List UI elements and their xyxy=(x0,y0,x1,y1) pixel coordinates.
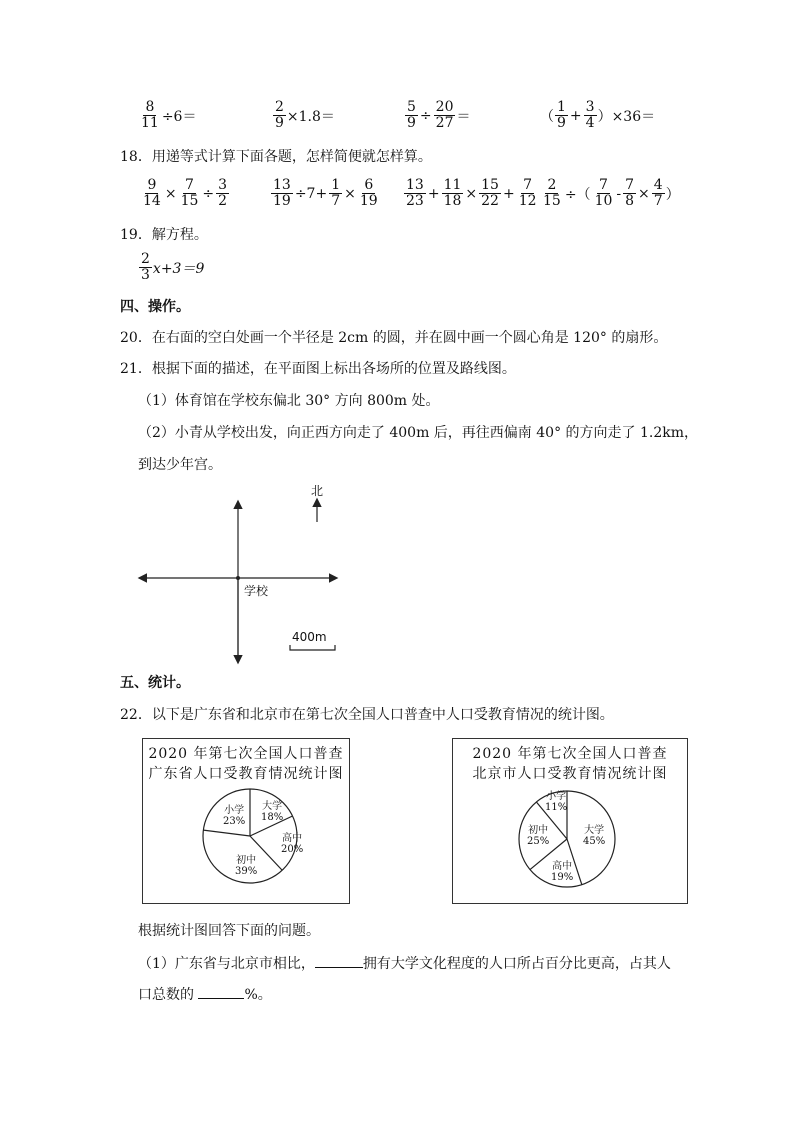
scale-bar xyxy=(290,645,335,650)
q22-prompt: 根据统计图回答下面的问题。 xyxy=(138,923,320,939)
q18-title: 18．用递等式计算下面各题，怎样简便就怎样算。 xyxy=(120,149,432,165)
gd-label-daxue: 大学 18% xyxy=(261,801,284,823)
fraction: $\frac{20}{27}$ xyxy=(435,99,454,131)
q21-part-2: （2）小青从学校出发，向正西方向走了 400m 后，再往西偏南 40° 的方向走了 1.2km， xyxy=(138,425,698,441)
q21-part-2-cont: 到达少年宫。 xyxy=(138,457,222,473)
north-label: 北 xyxy=(311,484,324,498)
bj-label-chuzhong: 初中 25% xyxy=(527,825,550,847)
beijing-chart xyxy=(452,738,688,904)
q19-title: 19．解方程。 xyxy=(120,227,208,243)
q18-expr-1: $\frac{9}{14}$ × $\frac{7}{15}$ ÷ $\frac{3}{2}$ xyxy=(143,177,228,209)
beijing-chart-title-2: 北京市人口受教育情况统计图 xyxy=(472,766,668,782)
q20-text: 20．在右面的空白处画一个半径是 2cm 的圆，并在圆中画一个圆心角是 120° 的扇形。 xyxy=(120,330,668,346)
fraction: $\frac{3}{4}$ xyxy=(585,99,595,131)
q22-sub1-line1: （1）广东省与北京市相比， 拥有大学文化程度的人口所占百分比更高，占其人 xyxy=(138,956,671,972)
q17-expr-4: （ $\frac{1}{9}$ + $\frac{3}{4}$ ）×36＝ xyxy=(540,99,656,131)
gd-label-xiaoxue: 小学 23% xyxy=(223,805,246,827)
answer-blank-2[interactable] xyxy=(198,998,244,999)
fraction: $\frac{8}{11}$ xyxy=(141,99,159,131)
q18-expr-4: $\frac{2}{15}$ ÷（ $\frac{7}{10}$ - $\frac{7}{8}$ × $\frac{4}{7}$ ） xyxy=(543,177,680,209)
gd-label-chuzhong: 初中 39% xyxy=(235,855,258,877)
q18-expr-2: $\frac{13}{19}$ ÷7+ $\frac{1}{7}$ × $\frac{6}{19}$ xyxy=(273,177,378,209)
bj-label-xiaoxue: 小学 11% xyxy=(545,791,568,813)
bj-label-gaozhong: 高中 19% xyxy=(551,861,574,883)
q17-expr-3: $\frac{5}{9}$ ÷ $\frac{20}{27}$ ＝ xyxy=(407,99,471,131)
q19-equation: $\frac{2}{3}$ x+3＝9 xyxy=(141,251,205,283)
section-5-heading: 五、统计。 xyxy=(120,675,190,691)
section-4-heading: 四、操作。 xyxy=(120,299,190,315)
q21-title: 21．根据下面的描述，在平面图上标出各场所的位置及路线图。 xyxy=(120,361,516,377)
fraction: $\frac{2}{9}$ xyxy=(275,99,284,131)
scale-label: 400m xyxy=(292,630,327,644)
q21-part-1: （1）体育馆在学校东偏北 30° 方向 800m 处。 xyxy=(138,393,440,409)
q22-sub1-line2: 口总数的 %。 xyxy=(138,987,272,1003)
school-label: 学校 xyxy=(244,584,269,598)
q17-expr-1: $\frac{8}{11}$ ÷6＝ xyxy=(141,99,197,131)
school-point xyxy=(236,576,240,580)
fraction: $\frac{1}{9}$ xyxy=(557,99,566,131)
guangdong-chart-title-2: 广东省人口受教育情况统计图 xyxy=(148,766,344,782)
answer-blank-1[interactable] xyxy=(315,967,363,968)
beijing-chart-title-1: 2020 年第七次全国人口普查 xyxy=(472,746,668,762)
guangdong-chart-title-1: 2020 年第七次全国人口普查 xyxy=(148,746,344,762)
q18-expr-3: $\frac{13}{23}$ + $\frac{11}{18}$ × $\frac{15}{22}$ + $\frac{7}{12}$ xyxy=(406,177,537,209)
fraction: $\frac{5}{9}$ xyxy=(407,99,416,131)
gd-label-gaozhong: 高中 20% xyxy=(281,833,304,855)
bj-label-daxue: 大学 45% xyxy=(583,825,606,847)
q17-expr-2: $\frac{2}{9}$ ×1.8＝ xyxy=(275,99,335,131)
guangdong-chart xyxy=(142,738,350,904)
q22-title: 22．以下是广东省和北京市在第七次全国人口普查中人口受教育情况的统计图。 xyxy=(120,707,614,723)
